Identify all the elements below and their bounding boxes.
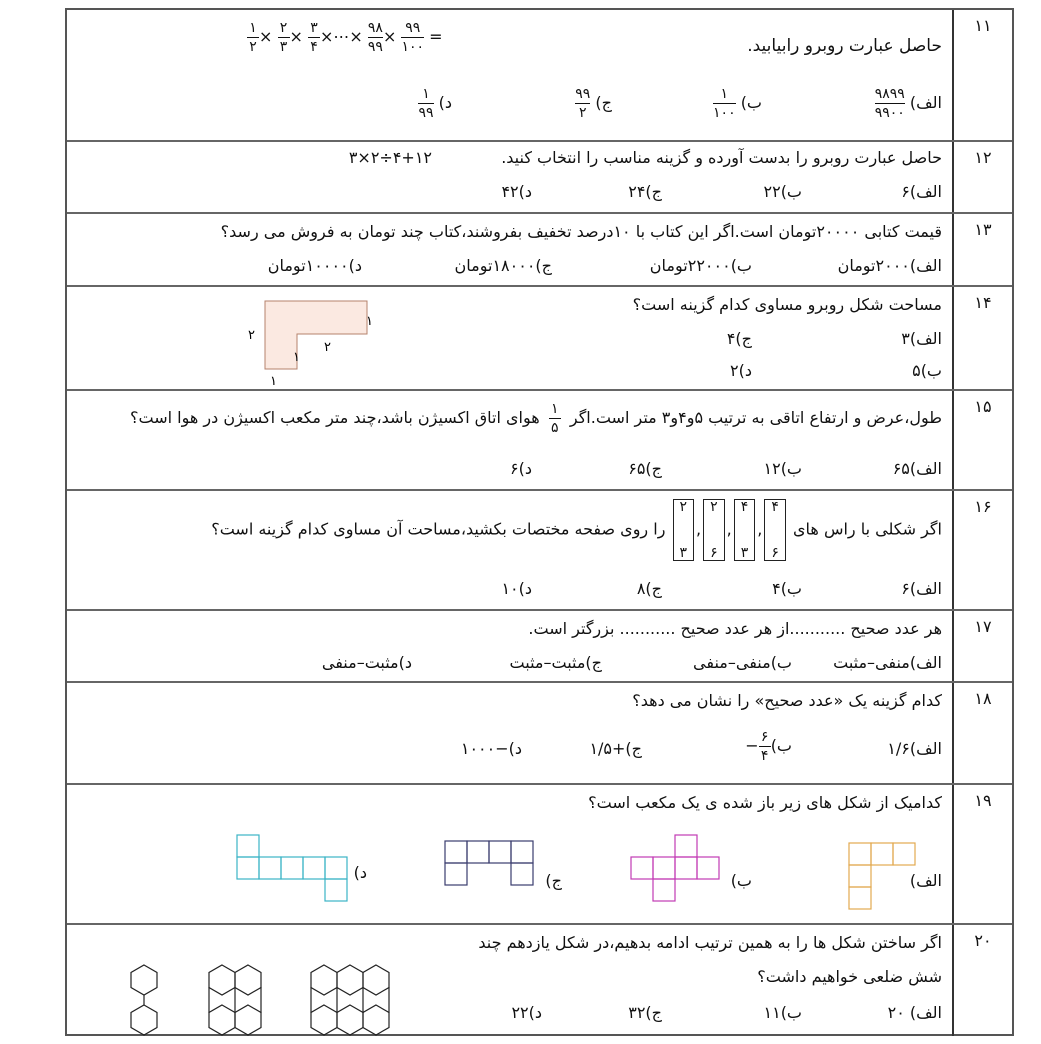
option-c[interactable]: ج)۶۵ bbox=[628, 459, 662, 478]
option-d[interactable]: د)۱۰۰۰۰تومان bbox=[267, 256, 362, 275]
option-d[interactable]: د) $\frac{۱}{۹۹}$ bbox=[418, 86, 452, 121]
option-c[interactable]: ج)۱۸۰۰۰تومان bbox=[454, 256, 552, 275]
question-text: حاصل عبارت روبرو را بدست آورده و گزینه مناسب را انتخاب کنید. bbox=[501, 148, 942, 167]
option-d[interactable]: د)۶ bbox=[510, 459, 532, 478]
question-number: ۲۰ bbox=[952, 925, 1012, 1036]
question-number: ۱۳ bbox=[952, 214, 1012, 285]
l-shape-figure bbox=[248, 299, 377, 389]
option-d[interactable]: د)۴۲ bbox=[501, 182, 532, 201]
question-number: ۱۶ bbox=[952, 491, 1012, 609]
option-a[interactable]: الف) ۲۰ bbox=[887, 1003, 942, 1022]
option-c[interactable]: ج)۸ bbox=[636, 579, 662, 598]
option-b[interactable]: ب)− $\frac{۶}{۴}$ bbox=[745, 729, 792, 764]
option-d[interactable]: د)−۱۰۰۰ bbox=[460, 739, 522, 758]
question-text: کدام گزینه یک «عدد صحیح» را نشان می دهد؟ bbox=[632, 691, 942, 710]
option-a[interactable]: الف)۲۰۰۰تومان bbox=[837, 256, 942, 275]
product-expression: $\frac{۱}{۲}$ × $\frac{۲}{۳}$ × $\frac{۳}{۴}$ ×⋯× $\frac{۹۸}{۹۹}$ × $\frac{۹۹}{۱۰۰}$ = bbox=[247, 20, 443, 55]
question-19 bbox=[67, 785, 1012, 925]
hexagon-pattern-figures bbox=[127, 961, 397, 1041]
option-a[interactable]: الف)۶۵ bbox=[892, 459, 942, 478]
question-15 bbox=[67, 391, 1012, 491]
question-11 bbox=[67, 10, 1012, 142]
option-b[interactable]: ب)۱۱ bbox=[763, 1003, 802, 1022]
vertex-3: ۲ ۶ bbox=[703, 499, 725, 561]
option-a[interactable]: الف)۶ bbox=[901, 579, 942, 598]
vertex-4: ۲ ۳ bbox=[673, 499, 695, 561]
option-d[interactable]: د)۲۲ bbox=[511, 1003, 542, 1022]
label-inner-horizontal: ۲ bbox=[324, 340, 331, 355]
option-d-label[interactable]: د) bbox=[353, 863, 367, 882]
question-text: هر عدد صحیح ...........از هر عدد صحیح ........... بزرگتر است. bbox=[528, 619, 942, 638]
question-text-line-2: شش ضلعی خواهیم داشت؟ bbox=[757, 967, 942, 986]
question-text: اگر شکلی با راس های ۴ ۶ , ۴ ۳ , ۲ ۶ , ۲ ۳ را روی صفحه مختصات بکشید،مساحت آن مساوی کدام گزینه است؟ bbox=[211, 499, 942, 561]
option-b[interactable]: ب)۴ bbox=[772, 579, 802, 598]
option-b[interactable]: ب)۲۲۰۰۰تومان bbox=[649, 256, 752, 275]
question-text: قیمت کتابی ۲۰۰۰۰تومان است.اگر این کتاب با ۱۰درصد تخفیف بفروشند،کتاب چند تومان به فروش می رسد؟ bbox=[220, 222, 942, 241]
vertex-2: ۴ ۳ bbox=[734, 499, 756, 561]
option-a[interactable]: الف)۳ bbox=[901, 329, 942, 348]
cube-net-c[interactable] bbox=[443, 839, 535, 891]
option-c[interactable]: ج)۲۴ bbox=[628, 182, 662, 201]
label-bottom: ۱ bbox=[270, 374, 277, 389]
hexagon-figure-1 bbox=[131, 965, 157, 1035]
question-17 bbox=[67, 611, 1012, 683]
option-c[interactable]: ج)۴ bbox=[726, 329, 752, 348]
expression: ۴+۱۲÷۲×۳ bbox=[348, 148, 432, 167]
option-d[interactable]: د)۲ bbox=[730, 361, 752, 380]
hexagon-figure-2 bbox=[209, 965, 261, 1035]
question-number: ۱۵ bbox=[952, 391, 1012, 489]
question-number: ۱۹ bbox=[952, 785, 1012, 923]
option-b[interactable]: ب)منفی–منفی bbox=[693, 653, 792, 672]
option-b[interactable]: ب)۱۲ bbox=[763, 459, 802, 478]
option-a[interactable]: الف)منفی–مثبت bbox=[833, 653, 942, 672]
option-d[interactable]: د)مثبت–منفی bbox=[321, 653, 412, 672]
option-c[interactable]: ج)۳۲ bbox=[628, 1003, 662, 1022]
option-c[interactable]: ج)مثبت–مثبت bbox=[509, 653, 602, 672]
question-14 bbox=[67, 287, 1012, 391]
option-c[interactable]: ج) $\frac{۹۹}{۲}$ bbox=[575, 86, 612, 121]
question-number: ۱۸ bbox=[952, 683, 1012, 783]
exam-sheet bbox=[65, 8, 1014, 1036]
question-20 bbox=[67, 925, 1012, 1036]
option-a[interactable]: الف)۶ bbox=[901, 182, 942, 201]
label-inner-vertical: ۱ bbox=[293, 350, 300, 365]
question-16 bbox=[67, 491, 1012, 611]
option-a-label[interactable]: الف) bbox=[909, 871, 942, 890]
option-b[interactable]: ب) $\frac{۱}{۱۰۰}$ bbox=[713, 86, 762, 121]
option-b-label[interactable]: ب) bbox=[730, 871, 752, 890]
label-right: ۱ bbox=[366, 314, 373, 329]
hexagon-figure-3 bbox=[311, 965, 389, 1035]
question-number: ۱۲ bbox=[952, 142, 1012, 212]
question-text: حاصل عبارت روبرو رابیابید. bbox=[747, 36, 942, 56]
option-a[interactable]: الف)۱/۶ bbox=[887, 739, 942, 758]
question-text: طول،عرض و ارتفاع اتاقی به ترتیب ۵و۴و۳ متر است.اگر $\frac{۱}{۵}$ هوای اتاق اکسیژن باشد،چند متر مکعب اکسیژن در هوا است؟ bbox=[130, 401, 942, 436]
cube-net-b[interactable] bbox=[629, 833, 721, 905]
question-number: ۱۷ bbox=[952, 611, 1012, 681]
option-b[interactable]: ب)۵ bbox=[912, 361, 942, 380]
option-c-label[interactable]: ج) bbox=[545, 871, 562, 890]
option-b[interactable]: ب)۲۲ bbox=[763, 182, 802, 201]
cube-net-d[interactable] bbox=[235, 833, 351, 905]
question-13 bbox=[67, 214, 1012, 287]
option-c[interactable]: ج)+۱/۵ bbox=[589, 739, 642, 758]
cube-net-a[interactable] bbox=[847, 841, 917, 911]
question-number: ۱۴ bbox=[952, 287, 1012, 389]
question-text: مساحت شکل روبرو مساوی کدام گزینه است؟ bbox=[632, 295, 942, 314]
question-text: کدامیک از شکل های زیر باز شده ی یک مکعب است؟ bbox=[588, 793, 942, 812]
question-12 bbox=[67, 142, 1012, 214]
option-d[interactable]: د)۱۰ bbox=[501, 579, 532, 598]
label-left: ۲ bbox=[248, 328, 255, 343]
question-18 bbox=[67, 683, 1012, 785]
option-a[interactable]: الف) $\frac{۹۸۹۹}{۹۹۰۰}$ bbox=[874, 86, 942, 121]
vertex-1: ۴ ۶ bbox=[764, 499, 786, 561]
question-number: ۱۱ bbox=[952, 10, 1012, 140]
question-text-line-1: اگر ساختن شکل ها را به همین ترتیب ادامه بدهیم،در شکل یازدهم چند bbox=[478, 933, 942, 952]
